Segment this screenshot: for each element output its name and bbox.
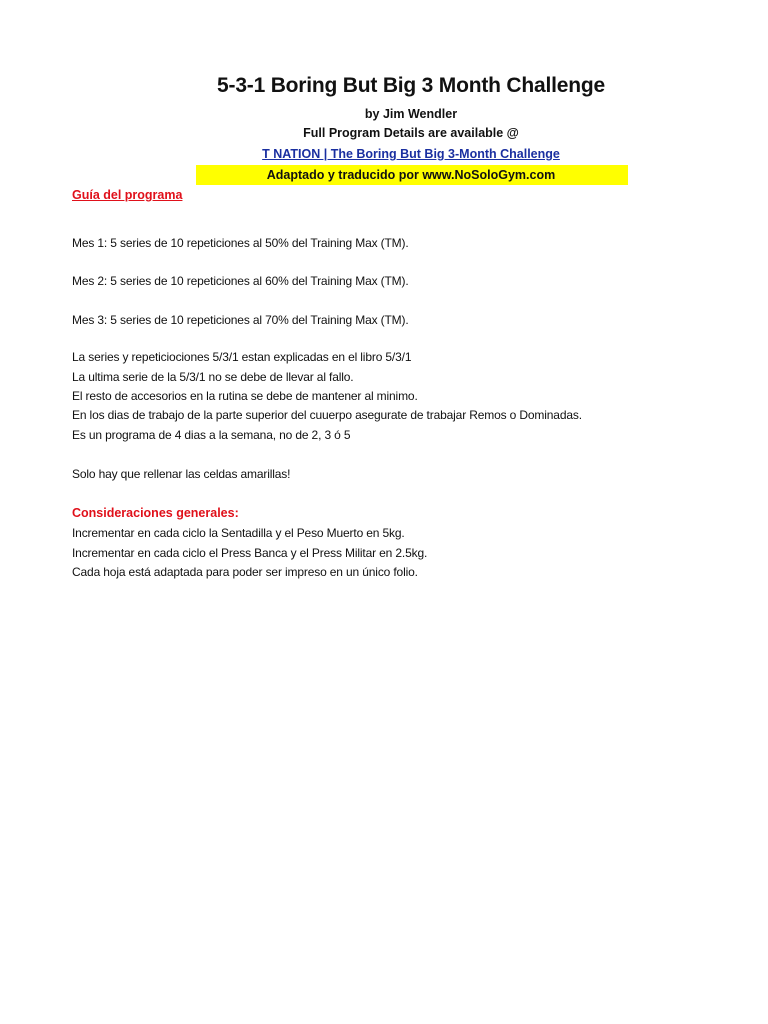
- note-line: En los dias de trabajo de la parte superior del cuuerpo asegurate de trabajar Remos o Dominadas.: [72, 408, 582, 422]
- consideration-line: Incrementar en cada ciclo la Sentadilla y el Peso Muerto en 5kg.: [72, 526, 405, 540]
- program-link[interactable]: T NATION | The Boring But Big 3-Month Challenge: [262, 147, 560, 161]
- consideration-line: Incrementar en cada ciclo el Press Banca y el Press Militar en 2.5kg.: [72, 546, 428, 560]
- note-line: El resto de accesorios en la rutina se debe de mantener al minimo.: [72, 389, 418, 403]
- month-1-line: Mes 1: 5 series de 10 repeticiones al 50% del Training Max (TM).: [72, 236, 409, 250]
- note-line: Es un programa de 4 dias a la semana, no de 2, 3 ó 5: [72, 428, 351, 442]
- month-3-line: Mes 3: 5 series de 10 repeticiones al 70% del Training Max (TM).: [72, 313, 409, 327]
- consideration-line: Cada hoja está adaptada para poder ser impreso en un único folio.: [72, 565, 418, 579]
- details-line: Full Program Details are available @: [303, 126, 519, 140]
- note-line: La ultima serie de la 5/3/1 no se debe de llevar al fallo.: [72, 370, 354, 384]
- fill-note: Solo hay que rellenar las celdas amarillas!: [72, 467, 291, 481]
- month-2-line: Mes 2: 5 series de 10 repeticiones al 60% del Training Max (TM).: [72, 274, 409, 288]
- guide-title: Guía del programa: [72, 188, 183, 202]
- document-title: 5-3-1 Boring But Big 3 Month Challenge: [217, 74, 605, 97]
- adapted-by-line: Adaptado y traducido por www.NoSoloGym.com: [266, 168, 556, 182]
- author-line: by Jim Wendler: [364, 107, 458, 121]
- note-line: La series y repeticiociones 5/3/1 estan explicadas en el libro 5/3/1: [72, 350, 412, 364]
- considerations-title: Consideraciones generales:: [72, 506, 239, 520]
